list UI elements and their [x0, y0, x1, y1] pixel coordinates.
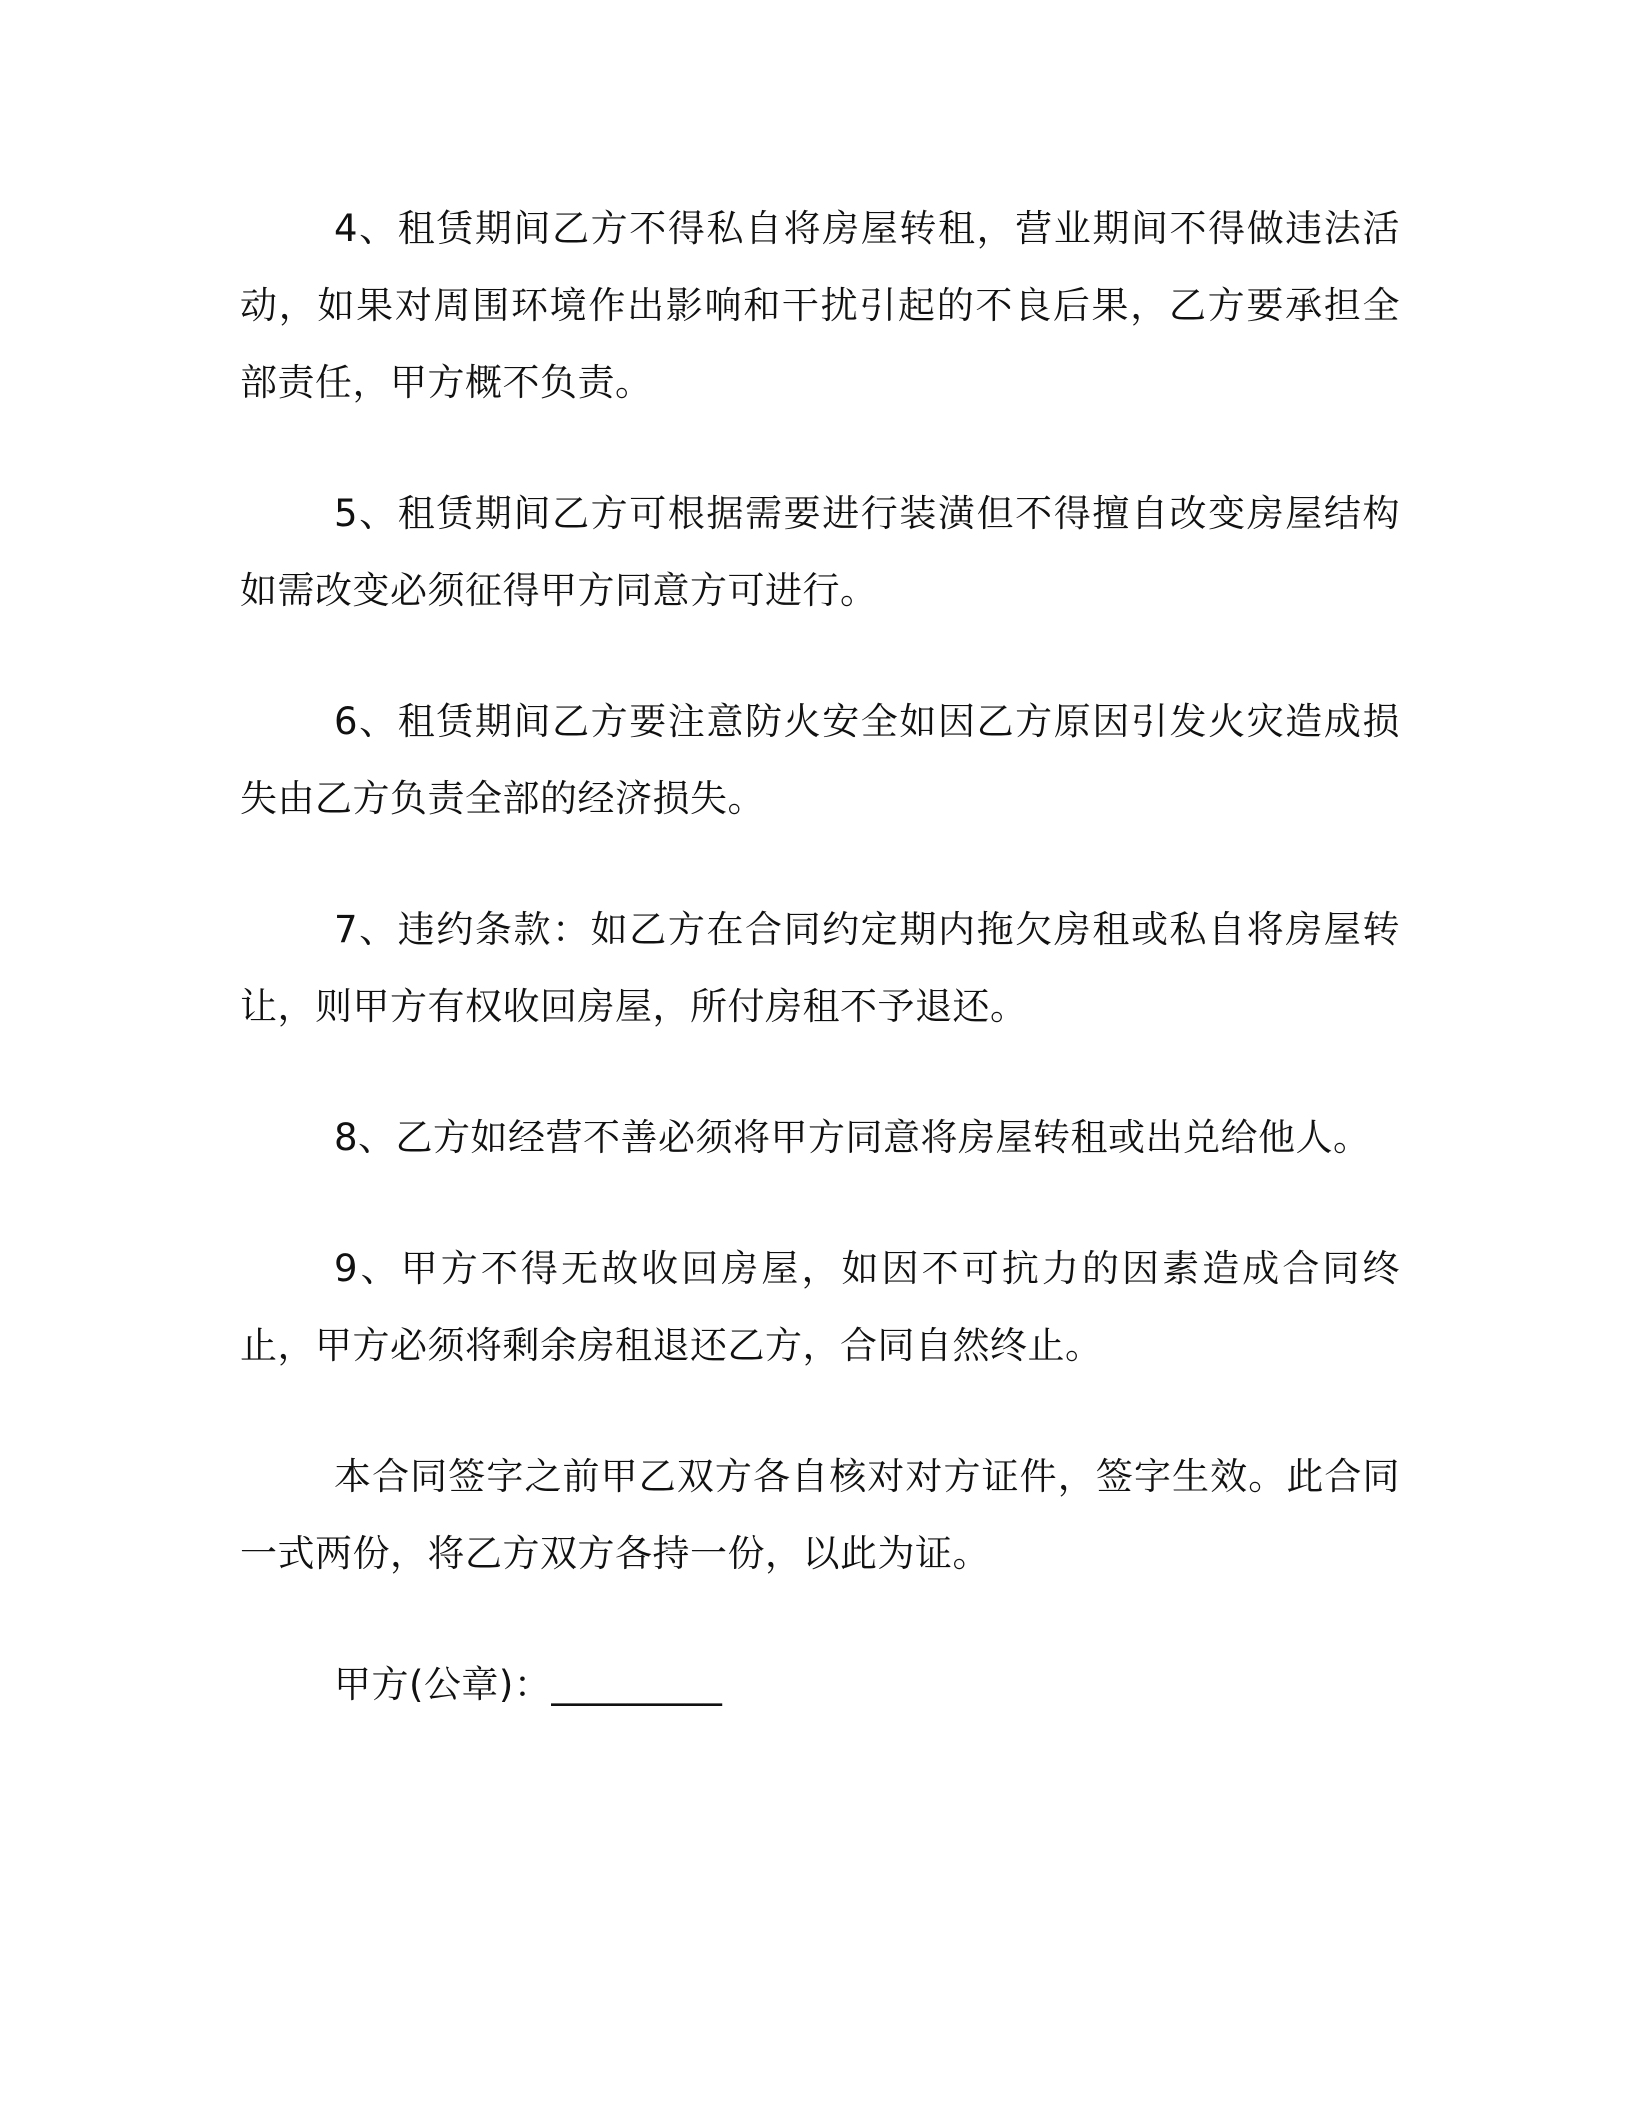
- clause-7: 7、违约条款：如乙方在合同约定期内拖欠房租或私自将房屋转让，则甲方有权收回房屋，所付房租不予退还。: [240, 908, 1400, 1028]
- clause-6: 6、租赁期间乙方要注意防火安全如因乙方原因引发火灾造成损失由乙方负责全部的经济损失。: [240, 700, 1400, 820]
- party-a-signature-line: 甲方(公章)：_________: [334, 1663, 723, 1706]
- clause-4: 4、租赁期间乙方不得私自将房屋转租，营业期间不得做违法活动，如果对周围环境作出影响和干扰引起的不良后果，乙方要承担全部责任，甲方概不负责。: [240, 207, 1400, 404]
- closing-statement: 本合同签字之前甲乙双方各自核对对方证件，签字生效。此合同一式两份，将乙方双方各持一份，以此为证。: [240, 1455, 1400, 1575]
- clause-5: 5、租赁期间乙方可根据需要进行装潢但不得擅自改变房屋结构如需改变必须征得甲方同意方可进行。: [240, 492, 1400, 612]
- document-body: [240, 190, 1400, 1723]
- clause-8: 8、乙方如经营不善必须将甲方同意将房屋转租或出兑给他人。: [334, 1116, 1371, 1159]
- clause-9: 9、甲方不得无故收回房屋，如因不可抗力的因素造成合同终止，甲方必须将剩余房租退还乙方，合同自然终止。: [240, 1247, 1400, 1367]
